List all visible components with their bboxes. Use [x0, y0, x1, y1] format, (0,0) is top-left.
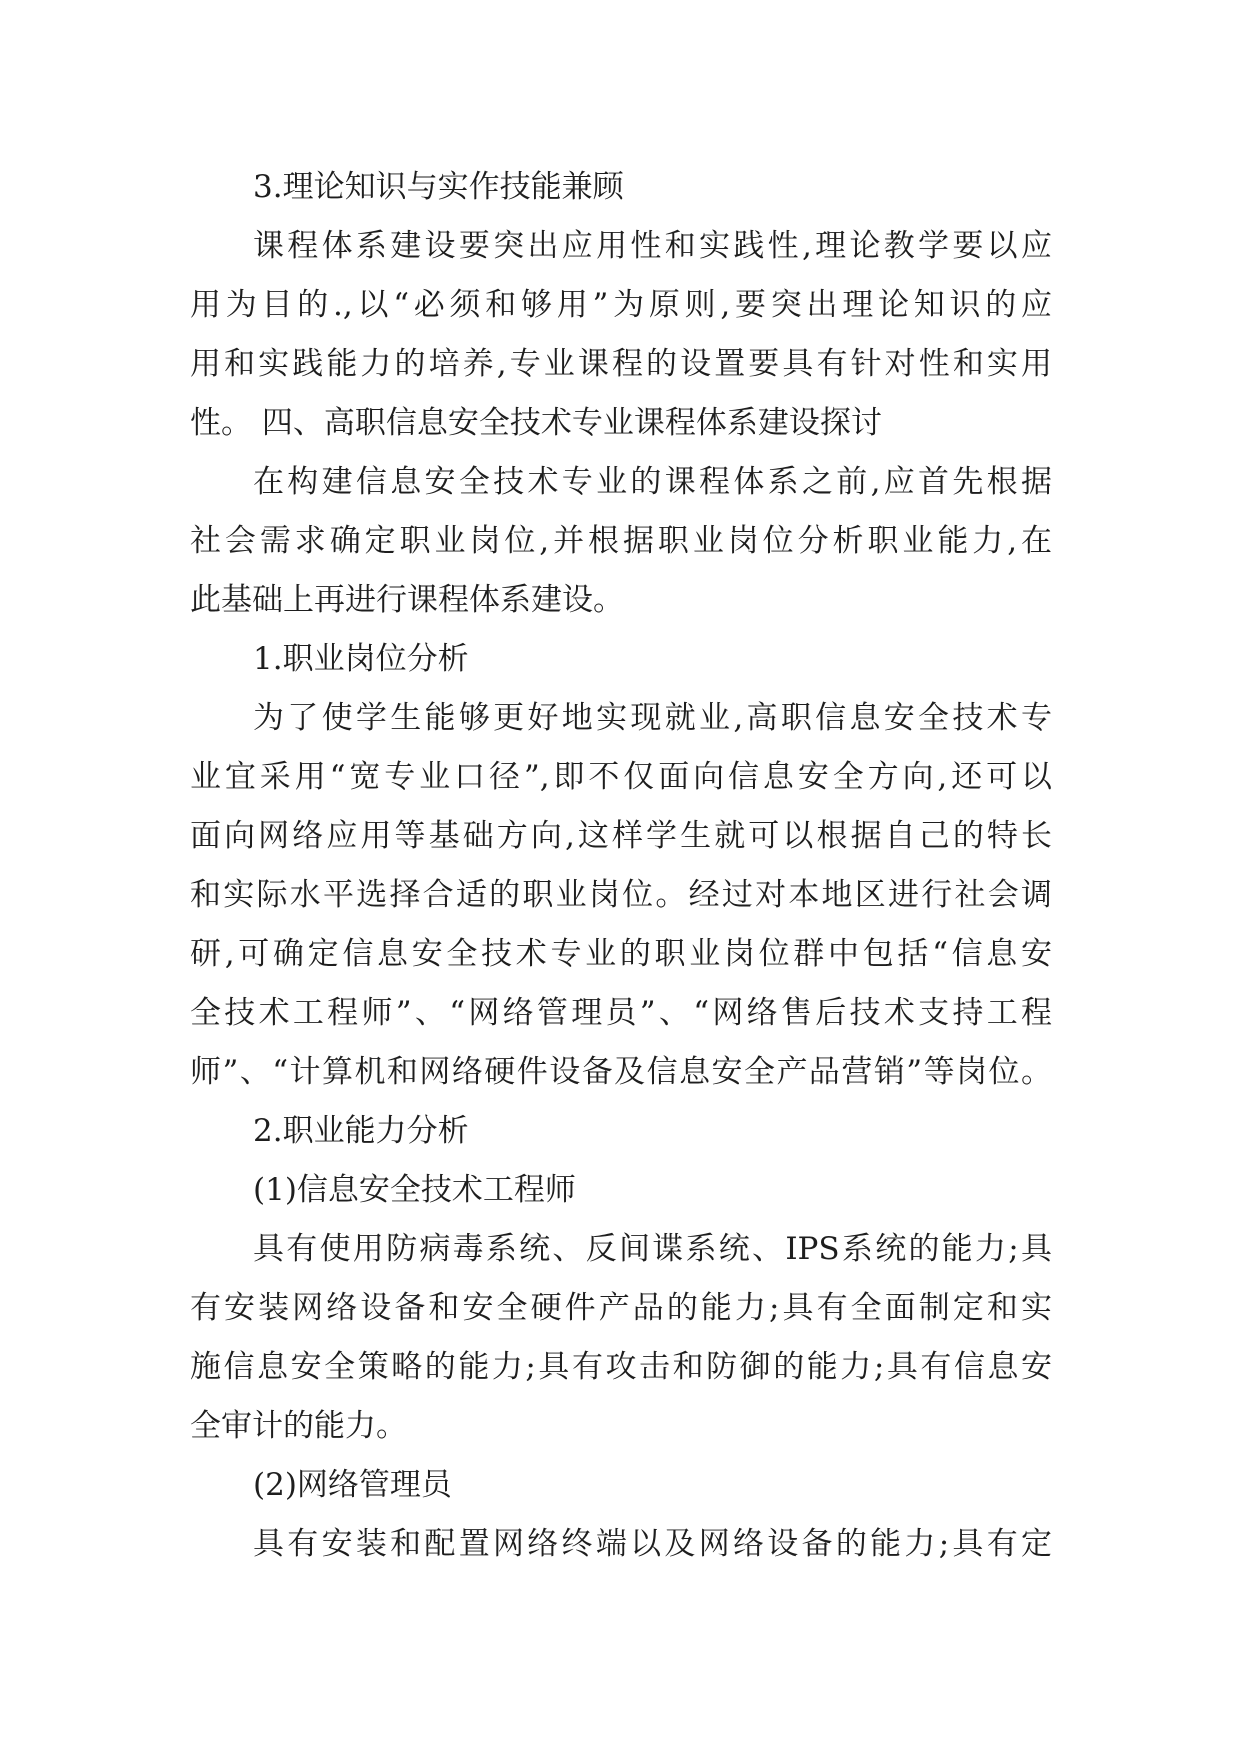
text-line: 全技术工程师”、“网络管理员”、“网络售后技术支持工程 — [190, 995, 1052, 1031]
text-line: 业宜采用“宽专业口径”,即不仅面向信息安全方向,还可以 — [190, 759, 1052, 795]
text-line: 社会需求确定职业岗位,并根据职业岗位分析职业能力,在 — [190, 523, 1052, 559]
text-line: 此基础上再进行课程体系建设。 — [190, 582, 624, 618]
text-line: 用和实践能力的培养,专业课程的设置要具有针对性和实用 — [190, 346, 1052, 382]
text-line: 研,可确定信息安全技术专业的职业岗位群中包括“信息安 — [190, 936, 1052, 972]
text-line: 具有安装和配置网络终端以及网络设备的能力;具有定 — [253, 1526, 1052, 1562]
text-line: 有安装网络设备和安全硬件产品的能力;具有全面制定和实 — [190, 1290, 1052, 1326]
text-line: (1)信息安全技术工程师 — [253, 1172, 576, 1208]
text-line: 性。 四、高职信息安全技术专业课程体系建设探讨 — [190, 405, 882, 441]
text-line: 师”、“计算机和网络硬件设备及信息安全产品营销”等岗位。 — [190, 1054, 1052, 1090]
text-line: 具有使用防病毒系统、反间谍系统、IPS系统的能力;具 — [253, 1231, 1052, 1267]
text-line: 用为目的.,以“必须和够用”为原则,要突出理论知识的应 — [190, 287, 1052, 323]
text-line: 1.职业岗位分析 — [253, 641, 469, 677]
text-line: 为了使学生能够更好地实现就业,高职信息安全技术专 — [253, 700, 1052, 736]
text-line: 全审计的能力。 — [190, 1408, 407, 1444]
text-line: 2.职业能力分析 — [253, 1113, 469, 1149]
text-line: 面向网络应用等基础方向,这样学生就可以根据自己的特长 — [190, 818, 1052, 854]
text-line: 课程体系建设要突出应用性和实践性,理论教学要以应 — [253, 228, 1052, 264]
text-line: 和实际水平选择合适的职业岗位。经过对本地区进行社会调 — [190, 877, 1052, 913]
text-line: 3.理论知识与实作技能兼顾 — [253, 169, 624, 205]
body-text — [190, 158, 1052, 1574]
text-line: (2)网络管理员 — [253, 1467, 452, 1503]
text-line: 在构建信息安全技术专业的课程体系之前,应首先根据 — [253, 464, 1052, 500]
text-line: 施信息安全策略的能力;具有攻击和防御的能力;具有信息安 — [190, 1349, 1052, 1385]
